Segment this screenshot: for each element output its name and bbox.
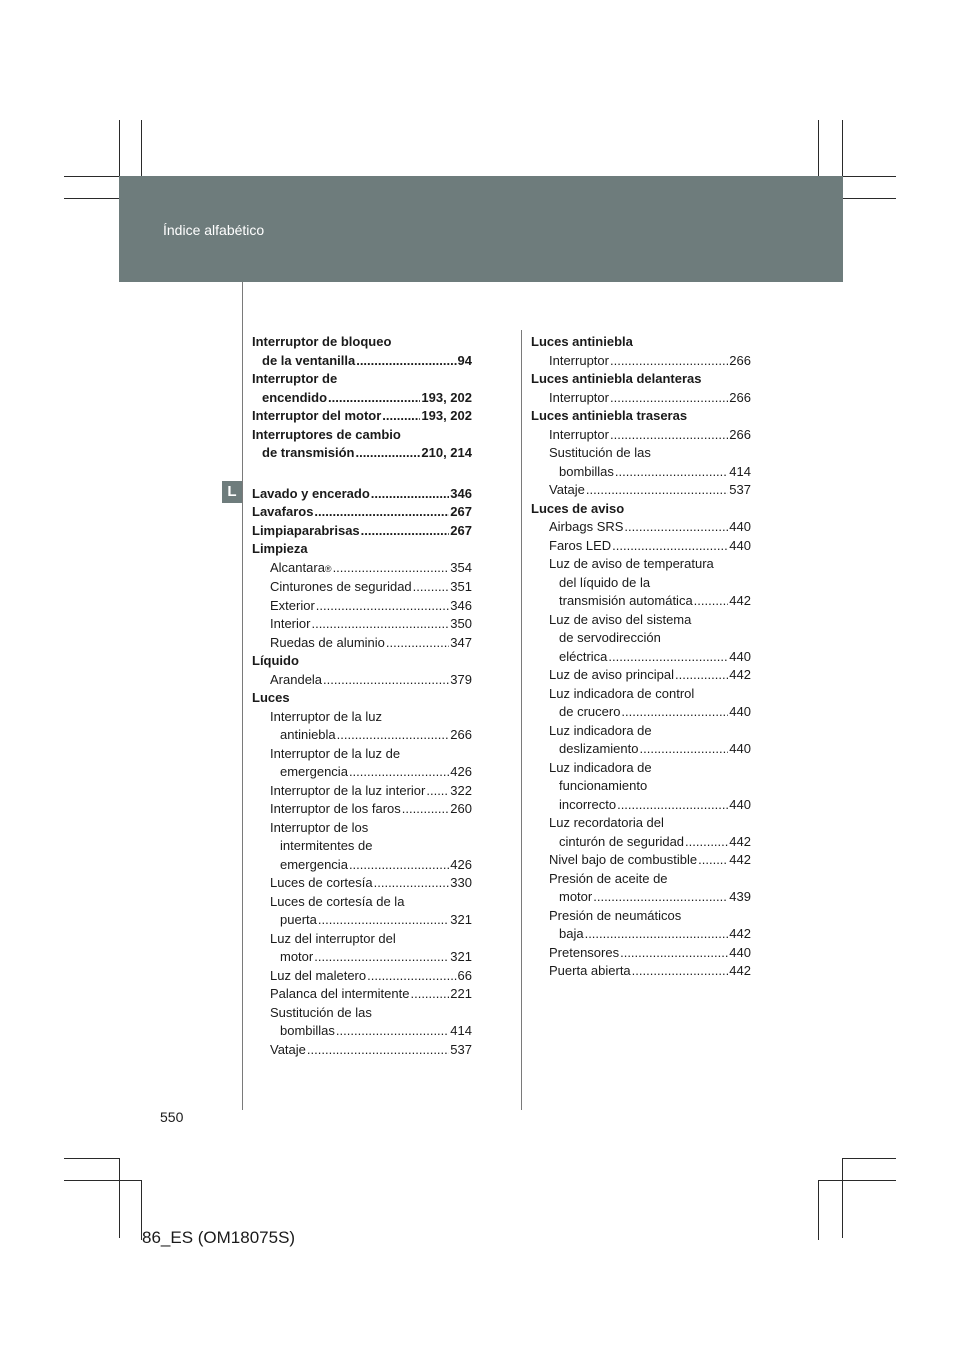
dot-leader <box>361 522 450 541</box>
index-entry <box>531 703 751 722</box>
index-entry-text: de servodirección <box>559 630 661 645</box>
dot-leader <box>314 948 449 967</box>
index-entry-text: Luz del interruptor del <box>270 930 396 946</box>
dot-leader <box>615 463 728 482</box>
dot-leader <box>610 426 728 445</box>
index-entry-text: Luces antiniebla delanteras <box>531 371 702 386</box>
index-entry-text: puerta <box>280 912 317 927</box>
index-entry <box>531 907 751 926</box>
dot-leader <box>402 800 450 819</box>
index-entry-text: Luz de aviso de temperatura <box>549 556 714 571</box>
index-entry-text: transmisión automática <box>559 593 693 608</box>
index-entry <box>531 555 751 574</box>
index-entry-text: Interruptor de los <box>270 819 369 835</box>
dot-leader <box>632 962 729 981</box>
index-entry <box>252 726 472 745</box>
index-entry-text: Interruptor de la luz de <box>270 745 401 761</box>
index-entry <box>252 578 472 597</box>
index-entry-text: del líquido de la <box>559 574 651 590</box>
index-entry-text: Interruptor de la luz interior <box>270 782 426 798</box>
index-gap <box>252 463 472 485</box>
index-entry <box>252 559 472 579</box>
index-entry <box>531 574 751 593</box>
index-entry-text: Sustitución de las <box>549 445 651 460</box>
index-entry-text: Luces <box>252 690 290 705</box>
index-entry-text: Luz del maletero <box>270 967 367 983</box>
index-entry <box>252 874 472 893</box>
index-entry <box>531 592 751 611</box>
index-entry-page: 321 <box>450 949 472 964</box>
index-entry <box>531 888 751 907</box>
crop-mark <box>842 1158 896 1159</box>
index-entry-page: 440 <box>729 519 751 534</box>
index-entry-text: bombillas <box>559 463 614 479</box>
dot-leader <box>694 592 729 611</box>
index-entry-text: Puerta abierta <box>549 963 631 978</box>
index-entry-text: emergencia <box>280 764 348 779</box>
index-entry <box>531 814 751 833</box>
dot-leader <box>586 481 728 500</box>
index-entry-page: 266 <box>729 352 751 368</box>
index-entry-text: Interruptor del motor <box>252 408 382 423</box>
dot-leader <box>426 782 449 801</box>
dot-leader <box>318 911 449 930</box>
index-entry <box>252 597 472 616</box>
registered-mark: ® <box>324 563 332 574</box>
index-entry-text: Luces de cortesía <box>270 875 373 890</box>
index-entry-page: 440 <box>729 796 751 812</box>
index-entry <box>531 389 751 408</box>
index-entry-page: 346 <box>450 485 472 501</box>
index-entry-text: Luces de aviso <box>531 500 625 516</box>
index-entry-text: Interruptor de <box>252 371 338 386</box>
index-entry <box>252 782 472 801</box>
crop-mark <box>818 1180 896 1181</box>
index-entry-page: 442 <box>729 593 751 608</box>
crop-mark <box>119 1158 120 1238</box>
dot-leader <box>371 485 450 504</box>
index-entry <box>531 796 751 815</box>
index-entry <box>252 485 472 504</box>
index-entry-text: Luz indicadora de <box>549 722 652 738</box>
index-entry-page: 351 <box>450 579 472 594</box>
index-entry <box>252 615 472 634</box>
dot-leader <box>333 559 450 578</box>
dot-leader <box>323 671 449 690</box>
column-rule-left <box>242 282 243 1110</box>
crop-mark <box>842 1158 843 1238</box>
crop-mark <box>64 1180 142 1181</box>
index-entry-text: Interruptor de los faros <box>270 801 401 816</box>
index-entry <box>531 444 751 463</box>
index-entry <box>252 503 472 522</box>
index-entry <box>531 666 751 685</box>
index-entry-page: 321 <box>450 912 472 927</box>
index-entry-text: Airbags SRS <box>549 519 624 534</box>
column-rule-middle <box>521 330 522 1110</box>
index-entry-text: de transmisión <box>262 445 355 460</box>
index-entry-text: Ruedas de aluminio <box>270 634 385 650</box>
index-entry-text: Interior <box>270 616 311 631</box>
index-entry-page: 346 <box>450 597 472 613</box>
dot-leader <box>337 726 450 745</box>
index-entry <box>531 648 751 667</box>
index-entry-page: 94 <box>457 352 472 368</box>
index-entry <box>252 1022 472 1041</box>
index-entry <box>252 948 472 967</box>
index-entry-page: 266 <box>729 389 751 405</box>
index-entry-page: 442 <box>729 926 751 941</box>
index-entry-text: deslizamiento <box>559 741 639 756</box>
index-entry <box>252 540 472 559</box>
dot-leader <box>374 874 450 893</box>
index-entry-page: 266 <box>729 426 751 442</box>
index-entry <box>531 352 751 371</box>
index-entry-text: Pretensores <box>549 944 620 960</box>
index-entry <box>531 370 751 389</box>
index-entry <box>531 481 751 500</box>
index-entry-page: 439 <box>729 889 751 904</box>
index-entry-page: 379 <box>450 671 472 687</box>
index-entry-page: 440 <box>729 741 751 756</box>
index-entry-text: cinturón de seguridad <box>559 833 685 849</box>
dot-leader <box>617 796 728 815</box>
index-entry-text: Limpiaparabrisas <box>252 522 360 538</box>
index-entry-text: incorrecto <box>559 796 617 812</box>
index-entry-page: 354 <box>450 559 472 575</box>
index-entry-text: Vataje <box>270 1041 306 1057</box>
index-entry-text: Faros LED <box>549 537 612 553</box>
index-entry <box>531 685 751 704</box>
index-entry <box>252 930 472 949</box>
index-entry <box>252 856 472 875</box>
index-entry <box>531 629 751 648</box>
dot-leader <box>356 352 456 371</box>
index-entry-page: 440 <box>729 704 751 719</box>
index-entry-text: Palanca del intermitente <box>270 986 410 1001</box>
dot-leader <box>608 648 728 667</box>
index-entry-page: 193, 202 <box>421 408 472 423</box>
index-entry-page: 210, 214 <box>421 445 472 460</box>
index-entry-page: 537 <box>729 482 751 497</box>
index-entry <box>531 777 751 796</box>
index-entry-text: Luces antiniebla traseras <box>531 408 688 423</box>
index-entry-page: 347 <box>450 634 472 650</box>
index-entry <box>252 444 472 463</box>
index-entry <box>531 925 751 944</box>
index-entry <box>252 407 472 426</box>
index-entry-text: Luces de cortesía de la <box>270 893 405 909</box>
index-entry-page: 442 <box>729 667 751 682</box>
index-entry <box>531 426 751 445</box>
page-number: 550 <box>160 1109 184 1125</box>
index-entry <box>531 500 751 519</box>
index-entry-text: funcionamiento <box>559 778 648 793</box>
index-entry <box>252 800 472 819</box>
dot-leader <box>349 763 449 782</box>
dot-leader <box>316 597 450 616</box>
crop-mark <box>818 1180 819 1240</box>
index-entry-text: Interruptor de bloqueo <box>252 334 392 349</box>
index-entry <box>252 352 472 371</box>
dot-leader <box>314 503 449 522</box>
index-entry <box>531 759 751 778</box>
index-entry-page: 267 <box>450 504 472 519</box>
index-entry-page: 322 <box>450 782 472 798</box>
index-entry-text: Alcantara <box>270 559 325 575</box>
index-entry-text: Luz de aviso principal <box>549 667 675 682</box>
index-entry-text: Lavafaros <box>252 504 314 519</box>
index-entry <box>531 333 751 352</box>
index-entry-text: Interruptores de cambio <box>252 426 401 442</box>
index-entry <box>531 740 751 759</box>
index-entry <box>531 537 751 556</box>
index-entry-text: Líquido <box>252 653 299 668</box>
section-letter-tab: L <box>222 481 242 503</box>
index-entry-text: Interruptor <box>549 426 609 442</box>
index-entry-page: 426 <box>450 764 472 779</box>
index-entry-page: 442 <box>729 833 751 849</box>
index-entry-page: 266 <box>450 727 472 742</box>
index-entry <box>252 671 472 690</box>
index-entry <box>252 967 472 986</box>
index-entry <box>252 745 472 764</box>
dot-leader <box>355 444 420 463</box>
index-entry-text: encendido <box>262 389 328 405</box>
index-entry-text: Cinturones de seguridad <box>270 579 412 594</box>
dot-leader <box>620 944 728 963</box>
dot-leader <box>386 634 449 653</box>
footer-code: 86_ES (OM18075S) <box>142 1228 296 1247</box>
dot-leader <box>610 389 728 408</box>
index-column-left <box>252 333 472 1059</box>
index-entry <box>252 689 472 708</box>
index-entry-text: Exterior <box>270 597 315 613</box>
index-entry <box>531 833 751 852</box>
index-entry-text: antiniebla <box>280 727 336 742</box>
crop-mark <box>64 1158 120 1159</box>
dot-leader <box>621 703 728 722</box>
index-entry-page: 440 <box>729 648 751 664</box>
dot-leader <box>410 985 449 1004</box>
dot-leader <box>311 615 449 634</box>
index-entry <box>252 634 472 653</box>
index-entry <box>252 389 472 408</box>
index-entry <box>252 763 472 782</box>
dot-leader <box>307 1041 449 1060</box>
index-entry-text: Limpieza <box>252 541 308 556</box>
index-entry <box>252 426 472 445</box>
dot-leader <box>698 851 728 870</box>
index-entry <box>531 722 751 741</box>
dot-leader <box>610 352 728 371</box>
index-entry-text: de crucero <box>559 704 621 719</box>
index-entry-text: motor <box>559 889 593 904</box>
index-entry-text: Interruptor de la luz <box>270 708 383 724</box>
index-entry-text: Luz recordatoria del <box>549 815 664 830</box>
index-entry-text: motor <box>280 949 314 964</box>
dot-leader <box>685 833 728 852</box>
index-entry-page: 414 <box>450 1023 472 1038</box>
dot-leader <box>640 740 729 759</box>
index-entry <box>531 870 751 889</box>
dot-leader <box>367 967 456 986</box>
index-entry <box>252 985 472 1004</box>
index-entry <box>252 333 472 352</box>
index-entry-text: baja <box>559 926 584 941</box>
index-entry <box>252 370 472 389</box>
index-entry-text: Interruptor <box>549 352 609 368</box>
index-entry-page: 267 <box>450 522 472 538</box>
dot-leader <box>382 407 420 426</box>
index-entry <box>252 1004 472 1023</box>
index-entry <box>252 893 472 912</box>
index-entry-page: 426 <box>450 856 472 872</box>
dot-leader <box>413 578 450 597</box>
index-entry <box>531 407 751 426</box>
index-entry-text: Presión de aceite de <box>549 870 668 886</box>
index-entry-text: Luces antiniebla <box>531 334 633 349</box>
index-entry-text: de la ventanilla <box>262 352 356 368</box>
index-entry-text: Luz indicadora de <box>549 759 652 775</box>
index-entry-page: 350 <box>450 616 472 631</box>
index-entry <box>531 518 751 537</box>
index-entry-page: 330 <box>450 875 472 890</box>
index-entry-page: 442 <box>729 852 751 867</box>
dot-leader <box>593 888 728 907</box>
index-entry <box>531 944 751 963</box>
index-entry-text: Arandela <box>270 671 323 687</box>
index-entry <box>252 1041 472 1060</box>
index-entry-page: 440 <box>729 537 751 553</box>
index-entry-page: 260 <box>450 801 472 816</box>
index-entry-page: 66 <box>457 967 472 983</box>
index-entry <box>531 851 751 870</box>
index-entry-page: 442 <box>729 963 751 978</box>
index-entry <box>252 522 472 541</box>
index-entry-text: Presión de neumáticos <box>549 907 682 923</box>
index-entry <box>252 819 472 838</box>
index-entry <box>252 708 472 727</box>
dot-leader <box>612 537 728 556</box>
index-entry <box>252 837 472 856</box>
index-entry-page: 193, 202 <box>421 389 472 405</box>
index-entry <box>252 911 472 930</box>
index-entry-text: eléctrica <box>559 648 608 664</box>
dot-leader <box>328 389 420 408</box>
index-entry-text: intermitentes de <box>280 838 373 853</box>
index-entry-text: Vataje <box>549 482 585 497</box>
index-entry-text: Nivel bajo de combustible <box>549 852 698 867</box>
dot-leader <box>624 518 728 537</box>
index-entry-text: bombillas <box>280 1023 335 1038</box>
index-entry-text: Sustitución de las <box>270 1004 372 1020</box>
index-entry-text: emergencia <box>280 856 348 872</box>
dot-leader <box>675 666 728 685</box>
dot-leader <box>336 1022 449 1041</box>
dot-leader <box>349 856 449 875</box>
index-entry <box>531 962 751 981</box>
index-entry-text: Interruptor <box>549 389 609 405</box>
index-entry-page: 414 <box>729 463 751 479</box>
index-entry <box>531 463 751 482</box>
index-entry-text: Luz de aviso del sistema <box>549 611 692 627</box>
header-title: Índice alfabético <box>163 222 265 238</box>
index-entry-text: Lavado y encerado <box>252 485 370 501</box>
index-entry-page: 537 <box>450 1041 472 1057</box>
index-column-right <box>531 333 751 981</box>
index-entry <box>531 611 751 630</box>
index-entry-text: Luz indicadora de control <box>549 685 695 701</box>
page-header <box>119 176 843 282</box>
index-entry <box>252 652 472 671</box>
dot-leader <box>585 925 729 944</box>
index-entry-page: 221 <box>450 986 472 1001</box>
index-entry-page: 440 <box>729 944 751 960</box>
